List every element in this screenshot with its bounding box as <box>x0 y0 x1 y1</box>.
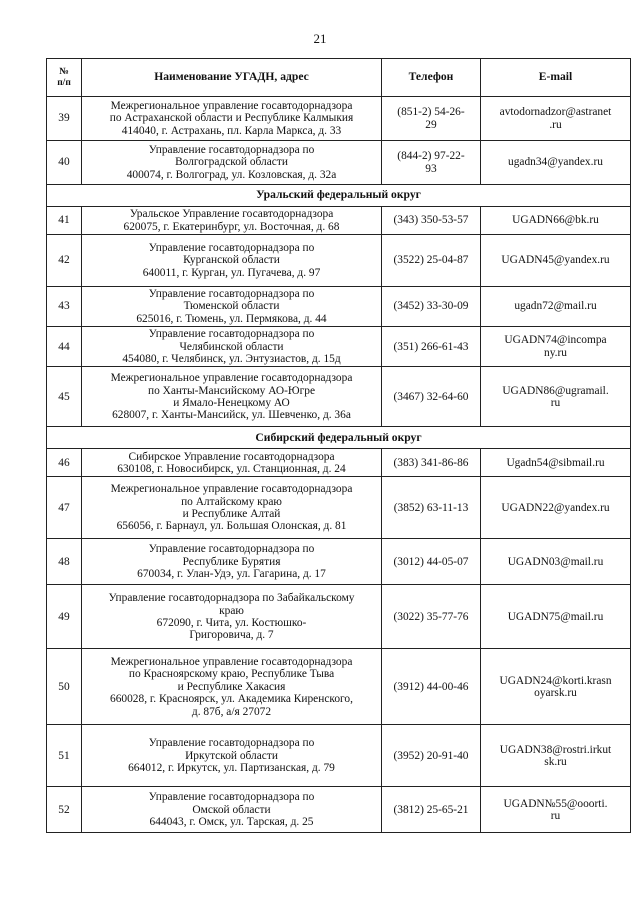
office-name-address <box>82 287 382 327</box>
phone-text-line: (844-2) 97-22- <box>397 150 465 163</box>
email-text-line: UGADN74@incompa <box>504 334 607 347</box>
office-phone <box>382 367 481 427</box>
table-row <box>47 725 631 787</box>
office-name-address <box>82 477 382 539</box>
office-text-line: д. 87б, а/я 27072 <box>191 705 272 718</box>
office-text-line: Управление госавтодорнадзора по <box>148 328 315 341</box>
table-row <box>47 141 631 185</box>
office-text-line: 640011, г. Курган, ул. Пугачева, д. 97 <box>142 266 321 279</box>
office-email <box>481 585 631 649</box>
header-number-symbol: № <box>59 67 69 77</box>
office-email <box>481 207 631 235</box>
table-row <box>47 787 631 833</box>
row-number: 44 <box>47 327 82 367</box>
header-phone: Телефон <box>382 59 481 97</box>
office-text-line: 620075, г. Екатеринбург, ул. Восточная, д. 68 <box>123 220 340 233</box>
office-text-line: 628007, г. Ханты-Мансийск, ул. Шевченко, д. 36а <box>112 409 351 422</box>
office-email <box>481 649 631 725</box>
phone-text-line: (3522) 25-04-87 <box>393 254 469 267</box>
email-text-line: Ugadn54@sibmail.ru <box>506 456 605 469</box>
phone-text-line: (851-2) 54-26- <box>397 106 465 119</box>
row-number: 40 <box>47 141 82 185</box>
page-number: 21 <box>313 31 327 46</box>
office-text-line: Межрегиональное управление госавтодорнадзора <box>110 372 353 385</box>
section-header-row <box>47 185 631 207</box>
phone-text-line: (3467) 32-64-60 <box>393 390 469 403</box>
table-row <box>47 477 631 539</box>
office-phone <box>382 585 481 649</box>
office-phone <box>382 449 481 477</box>
office-text-line: Уральское Управление госавтодорнадзора <box>129 208 334 221</box>
row-number: 50 <box>47 649 82 725</box>
office-name-address <box>82 327 382 367</box>
phone-text-line: (3952) 20-91-40 <box>393 749 469 762</box>
office-email <box>481 235 631 287</box>
table-row <box>47 449 631 477</box>
phone-text-line: (3812) 25-65-21 <box>393 803 469 816</box>
office-text-line: Волгоградской области <box>175 156 288 169</box>
table-row <box>47 97 631 141</box>
office-phone <box>382 141 481 185</box>
office-text-line: 644043, г. Омск, ул. Тарская, д. 25 <box>149 816 314 829</box>
office-text-line: 670034, г. Улан-Удэ, ул. Гагарина, д. 17 <box>137 568 326 581</box>
row-number: 47 <box>47 477 82 539</box>
email-text-line: UGADN03@mail.ru <box>507 555 604 568</box>
email-text-line: UGADN22@yandex.ru <box>501 501 610 514</box>
office-name-address <box>82 97 382 141</box>
email-text-line: avtodornadzor@astranet <box>499 106 612 119</box>
table-row <box>47 649 631 725</box>
email-text-line: ugadn72@mail.ru <box>514 300 597 313</box>
office-text-line: Управление госавтодорнадзора по <box>148 241 315 254</box>
row-number: 49 <box>47 585 82 649</box>
email-text-line: UGADN75@mail.ru <box>507 610 604 623</box>
office-email <box>481 287 631 327</box>
email-text-line: UGADN№55@ooorti. <box>503 797 608 810</box>
section-title: Сибирский федеральный округ <box>47 427 631 449</box>
table-row <box>47 367 631 427</box>
office-text-line: по Алтайскому краю <box>181 495 282 508</box>
office-text-line: 414040, г. Астрахань, пл. Карла Маркса, д. 33 <box>121 124 342 137</box>
office-phone <box>382 235 481 287</box>
office-name-address <box>82 539 382 585</box>
office-name-address <box>82 585 382 649</box>
section-header-row <box>47 427 631 449</box>
office-name-address <box>82 367 382 427</box>
office-name-address <box>82 449 382 477</box>
email-text-line: sk.ru <box>544 755 567 768</box>
office-name-address <box>82 787 382 833</box>
office-text-line: Республике Бурятия <box>182 555 281 568</box>
office-text-line: 625016, г. Тюмень, ул. Пермякова, д. 44 <box>136 312 327 325</box>
header-number-abbr: п/п <box>57 77 71 88</box>
office-text-line: Межрегиональное управление госавтодорнадзора <box>110 483 353 496</box>
email-text-line: UGADN38@rostri.irkut <box>499 743 612 756</box>
office-phone <box>382 287 481 327</box>
row-number: 48 <box>47 539 82 585</box>
row-number: 39 <box>47 97 82 141</box>
office-name-address <box>82 235 382 287</box>
office-name-address <box>82 725 382 787</box>
email-text-line: UGADN86@ugramail. <box>502 384 609 397</box>
row-number: 45 <box>47 367 82 427</box>
email-text-line: UGADN24@korti.krasn <box>499 674 612 687</box>
office-text-line: и Республике Хакасия <box>177 680 286 693</box>
office-email <box>481 141 631 185</box>
phone-text-line: (351) 266-61-43 <box>393 340 469 353</box>
office-text-line: 454080, г. Челябинск, ул. Энтузиастов, д. 15д <box>122 353 341 366</box>
table-row <box>47 207 631 235</box>
office-email <box>481 367 631 427</box>
office-email <box>481 725 631 787</box>
email-text-line: ugadn34@yandex.ru <box>508 156 603 169</box>
ugadn-directory-table <box>46 58 631 833</box>
phone-text-line: 29 <box>425 118 437 131</box>
office-text-line: по Астраханской области и Республике Калмыкия <box>109 112 354 125</box>
email-text-line: UGADN45@yandex.ru <box>501 254 610 267</box>
office-text-line: 672090, г. Чита, ул. Костюшко- <box>156 616 307 629</box>
office-name-address <box>82 141 382 185</box>
office-email <box>481 97 631 141</box>
table-row <box>47 539 631 585</box>
office-phone <box>382 477 481 539</box>
office-text-line: 400074, г. Волгоград, ул. Козловская, д. 32а <box>126 168 337 181</box>
office-text-line: Управление госавтодорнадзора по <box>148 791 315 804</box>
header-number <box>47 59 82 97</box>
row-number: 52 <box>47 787 82 833</box>
office-phone <box>382 97 481 141</box>
office-phone <box>382 539 481 585</box>
header-name: Наименование УГАДН, адрес <box>82 59 382 97</box>
office-text-line: Управление госавтодорнадзора по <box>148 143 315 156</box>
office-text-line: Челябинской области <box>179 340 284 353</box>
phone-text-line: (343) 350-53-57 <box>393 214 469 227</box>
office-email <box>481 787 631 833</box>
office-text-line: Тюменской области <box>183 300 280 313</box>
office-email <box>481 327 631 367</box>
email-text-line: ru <box>550 396 561 409</box>
table-body <box>47 97 631 833</box>
office-text-line: Сибирское Управление госавтодорнадзора <box>128 450 335 463</box>
office-phone <box>382 787 481 833</box>
table-row <box>47 585 631 649</box>
phone-text-line: (383) 341-86-86 <box>393 456 469 469</box>
office-text-line: Межрегиональное управление госавтодорнадзора <box>110 99 353 112</box>
table-row <box>47 327 631 367</box>
row-number: 42 <box>47 235 82 287</box>
office-text-line: 660028, г. Красноярск, ул. Академика Киренского, <box>110 693 353 706</box>
phone-text-line: (3452) 33-30-09 <box>393 300 469 313</box>
office-text-line: и Ямало-Ненецкому АО <box>173 396 290 409</box>
office-text-line: по Ханты-Мансийскому АО-Югре <box>147 384 315 397</box>
phone-text-line: 93 <box>425 162 437 175</box>
row-number: 43 <box>47 287 82 327</box>
office-phone <box>382 207 481 235</box>
row-number: 46 <box>47 449 82 477</box>
office-text-line: Курганской области <box>183 254 280 267</box>
phone-text-line: (3912) 44-00-46 <box>393 680 469 693</box>
office-text-line: 656056, г. Барнаул, ул. Большая Олонская, д. 81 <box>116 520 347 533</box>
email-text-line: ny.ru <box>544 346 567 359</box>
office-text-line: Григоровича, д. 7 <box>189 629 274 642</box>
office-text-line: Управление госавтодорнадзора по <box>148 543 315 556</box>
office-text-line: по Красноярскому краю, Республике Тыва <box>128 668 335 681</box>
office-phone <box>382 725 481 787</box>
office-phone <box>382 649 481 725</box>
office-text-line: и Республике Алтай <box>182 507 281 520</box>
office-text-line: 630108, г. Новосибирск, ул. Станционная, д. 24 <box>117 462 346 475</box>
email-text-line: ru <box>550 809 561 822</box>
office-name-address <box>82 207 382 235</box>
email-text-line: UGADN66@bk.ru <box>512 214 599 227</box>
office-name-address <box>82 649 382 725</box>
office-text-line: Управление госавтодорнадзора по <box>148 737 315 750</box>
header-email: E-mail <box>481 59 631 97</box>
table-row <box>47 287 631 327</box>
office-text-line: Иркутской области <box>185 749 278 762</box>
row-number: 41 <box>47 207 82 235</box>
office-text-line: Управление госавтодорнадзора по <box>148 288 315 300</box>
email-text-line: .ru <box>549 118 562 131</box>
table-row <box>47 235 631 287</box>
table-header-row <box>47 59 631 97</box>
phone-text-line: (3852) 63-11-13 <box>393 501 469 514</box>
office-email <box>481 477 631 539</box>
phone-text-line: (3012) 44-05-07 <box>393 555 469 568</box>
office-text-line: Управление госавтодорнадзора по Забайкальскому <box>108 592 355 605</box>
phone-text-line: (3022) 35-77-76 <box>393 610 469 623</box>
office-email <box>481 449 631 477</box>
office-text-line: Омской области <box>192 803 271 816</box>
office-phone <box>382 327 481 367</box>
office-text-line: краю <box>219 604 244 617</box>
office-text-line: Межрегиональное управление госавтодорнадзора <box>110 655 353 668</box>
section-title: Уральский федеральный округ <box>47 185 631 207</box>
office-email <box>481 539 631 585</box>
row-number: 51 <box>47 725 82 787</box>
email-text-line: oyarsk.ru <box>534 686 577 699</box>
office-text-line: 664012, г. Иркутск, ул. Партизанская, д. 79 <box>128 762 335 775</box>
